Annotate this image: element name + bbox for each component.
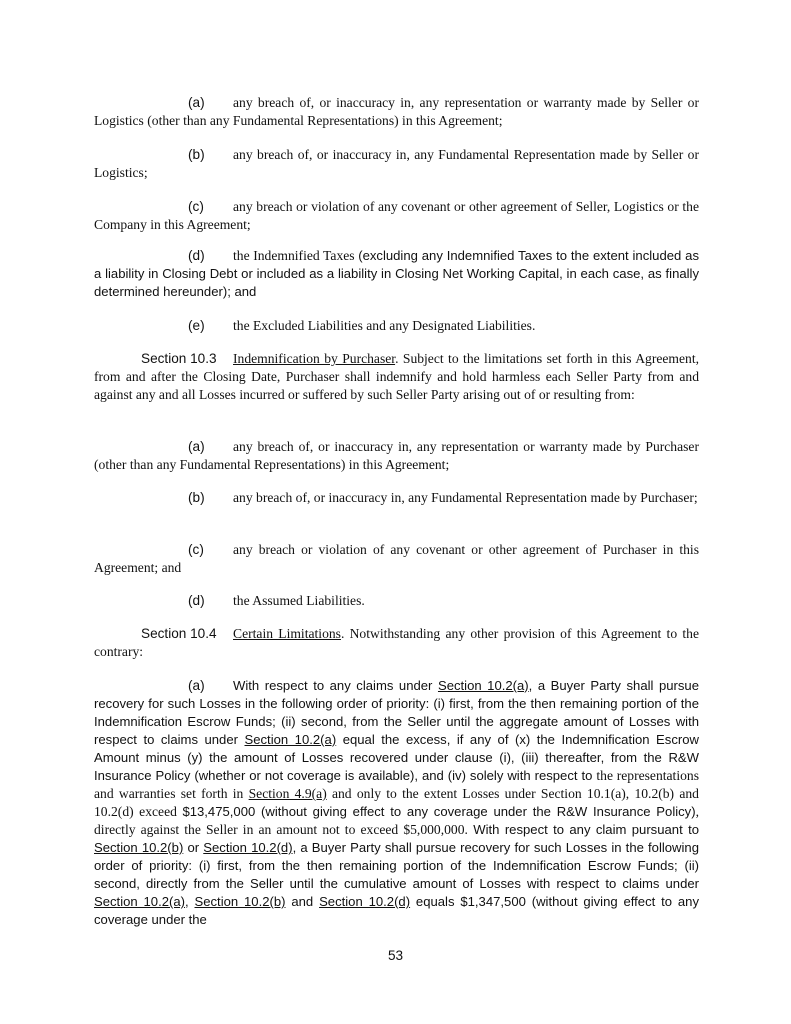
clause-a-seller-reps (94, 94, 699, 130)
text-run: With respect to any claims under (233, 678, 438, 693)
clause-e-excluded-liabilities (94, 317, 699, 335)
text-run: or (183, 840, 204, 855)
clause-text: any breach or violation of any covenant or other agreement of Purchaser in this Agreement; and (94, 542, 699, 575)
section-reference: Section 4.9(a) (248, 786, 327, 801)
section-10-4 (94, 625, 699, 661)
section-reference: Section 10.2(d) (203, 840, 293, 855)
clause-label: (c) (188, 542, 204, 557)
clause-text: any breach of, or inaccuracy in, any Fundamental Representation made by Purchaser; (233, 490, 698, 505)
clause-text: the Assumed Liabilities. (233, 593, 365, 608)
clause-a-limitations (94, 677, 699, 929)
clause-b-seller-fundamental (94, 146, 699, 182)
section-reference: Section 10.2(a) (437, 678, 529, 693)
clause-label: (d) (188, 593, 205, 608)
clause-label: (b) (188, 147, 205, 162)
text-run: , a Buyer Party shall pursue recovery for such Losses in the following order of priority: (i) first, from the then remaining portion of the Indemnification Escrow Funds; (ii) second, directly from the Seller until the cumulative amount of Losses with respect to claims under (94, 840, 699, 891)
section-label: Section 10.3 (141, 351, 217, 366)
text-run: , a Buyer Party shall pursue recovery for such Losses in the following order of priority: (i) first, from the then remaining portion of the Indemnification Escrow Funds; (ii) second, from the Seller until the aggregate amount of Losses with respect to claims under (94, 678, 699, 747)
clause-c-purchaser-covenant (94, 541, 699, 577)
clause-d-assumed-liabilities (94, 592, 699, 610)
clause-b-purchaser-fundamental (94, 489, 699, 507)
section-text: . Subject to the limitations set forth in this Agreement, from and after the Closing Date, Purchaser shall indemnify and hold harmless each Seller Party from and against any and all Losses incurred or suffered by such Seller Party arising out of or resulting from: (94, 351, 699, 402)
section-reference: Section 10.2(d) (319, 894, 411, 909)
text-run: With respect to any claim pursuant to (467, 822, 699, 837)
text-run: equals $1,347,500 (without giving effect to any coverage under the (94, 894, 699, 927)
clause-c-seller-covenant (94, 198, 699, 234)
text-run: and (285, 894, 320, 909)
section-heading: Certain Limitations (233, 626, 341, 641)
page-number: 53 (387, 948, 404, 963)
section-10-3 (94, 350, 699, 404)
text-run: the representations and warranties set forth in (94, 768, 699, 801)
section-reference: Section 10.2(b) (194, 894, 286, 909)
clause-text: the Excluded Liabilities and any Designated Liabilities. (233, 318, 536, 333)
clause-a-purchaser-reps (94, 438, 699, 474)
clause-d-indemnified-taxes (94, 247, 699, 301)
section-label: Section 10.4 (141, 626, 217, 641)
clause-label: (b) (188, 490, 205, 505)
clause-text-sans: (excluding any Indemnified Taxes to the extent included as a liability in Closing Debt or included as a liability in Closing Net Working Capital, in each case, as finally determined hereunder); and (94, 248, 699, 299)
clause-text: any breach or violation of any covenant or other agreement of Seller, Logistics or the Company in this Agreement; (94, 199, 699, 232)
section-reference: Section 10.2(b) (94, 840, 184, 855)
section-reference: Section 10.2(a) (244, 732, 337, 747)
clause-label: (a) (188, 95, 205, 110)
text-run: , (185, 894, 195, 909)
clause-label: (a) (188, 678, 205, 693)
clause-text: any breach of, or inaccuracy in, any Fundamental Representation made by Seller or Logistics; (94, 147, 699, 180)
clause-label: (e) (188, 318, 205, 333)
section-heading: Indemnification by Purchaser (233, 351, 396, 366)
clause-label: (d) (188, 248, 205, 263)
clause-label: (a) (188, 439, 205, 454)
section-text: . Notwithstanding any other provision of this Agreement to the contrary: (94, 626, 699, 659)
text-run: , directly against the Seller in an amount not to exceed $5,000,000. (94, 804, 699, 837)
text-run: and only to the extent Losses under Section 10.1(a), 10.2(b) and 10.2(d) exceed (94, 786, 699, 819)
clause-text: any breach of, or inaccuracy in, any representation or warranty made by Seller or Logistics (other than any Fundamental Representations) in this Agreement; (94, 95, 699, 128)
section-reference: Section 10.2(a) (94, 894, 186, 909)
clause-text-serif: the Indemnified Taxes (233, 248, 355, 263)
text-run: $13,475,000 (without giving effect to any coverage under the R&W Insurance Policy) (182, 804, 696, 819)
clause-label: (c) (188, 199, 204, 214)
text-run: equal the excess, if any of (x) the Indemnification Escrow Amount minus (y) the amount of Losses recovered under clause (i), (iii) thereafter, from the R&W Insurance Policy (whether or not coverage is available), and (iv) solely with respect to (94, 732, 699, 783)
clause-text: any breach of, or inaccuracy in, any representation or warranty made by Purchaser (other than any Fundamental Representations) in this Agreement; (94, 439, 699, 472)
